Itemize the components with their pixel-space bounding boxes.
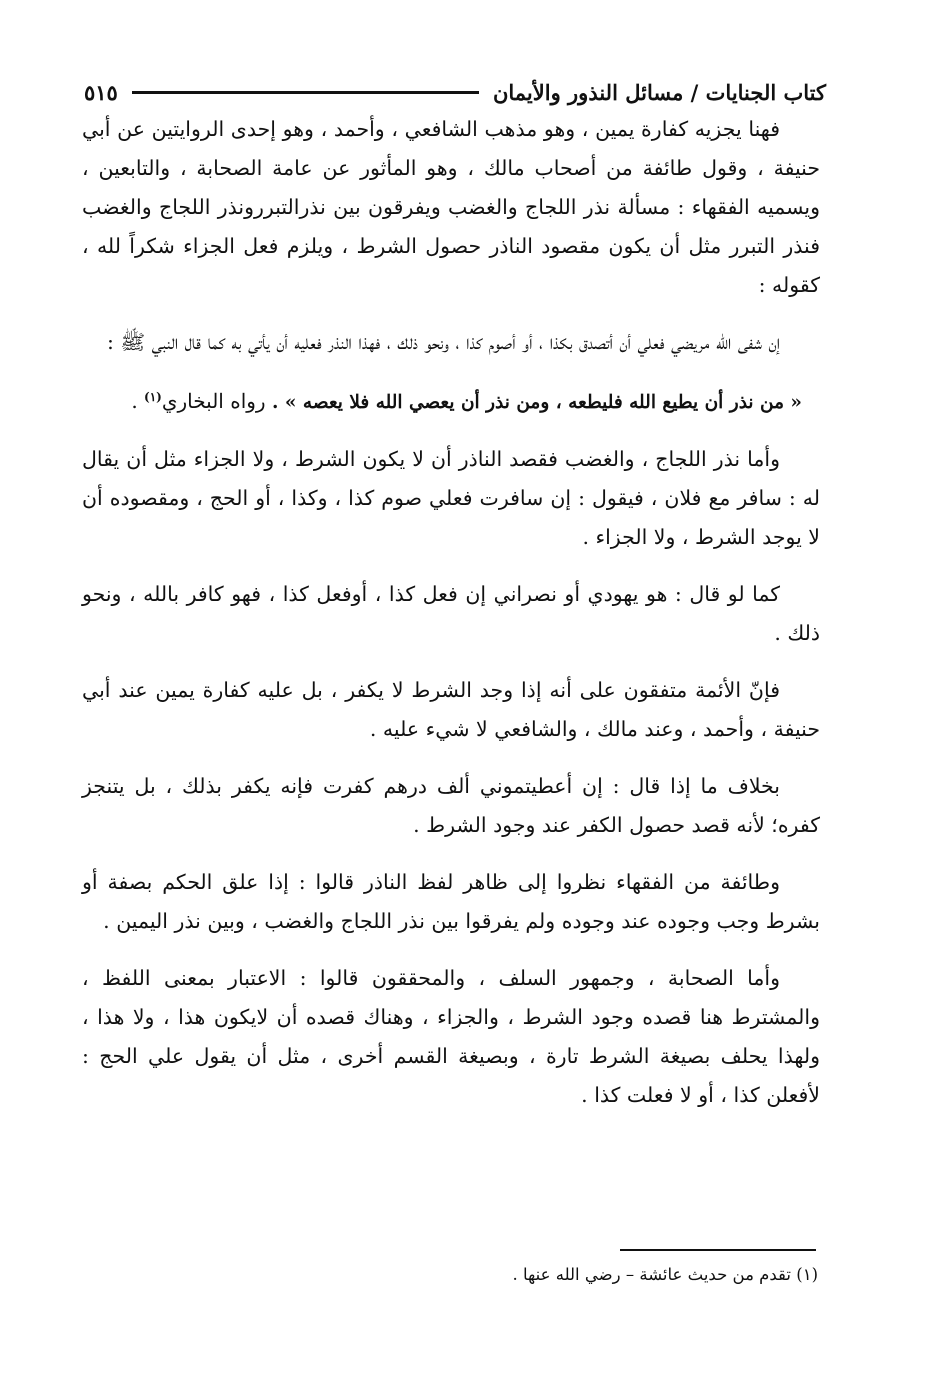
footnote-marker: (١) <box>144 389 162 404</box>
paragraph-4: كما لو قال : هو يهودي أو نصراني إن فعل كذا ، أوفعل كذا ، فهو كافر بالله ، ونحو ذلك . <box>82 582 820 645</box>
paragraph-3: وأما نذر اللجاج ، والغضب فقصد الناذر أن لا يكون الشرط ، ولا الجزاء مثل أن يقال له : سافر مع فلان ، فيقول : إن سافرت فعلي صوم كذا ، وكذا ، أو الحج ، ومقصوده أن لا يوجد الشرط ، ولا الجزاء . <box>82 447 820 549</box>
hadith-end: . <box>131 389 145 413</box>
hadith-source: رواه البخاري <box>161 389 266 413</box>
paragraph-6: بخلاف ما إذا قال : إن أعطيتموني ألف درهم كفرت فإنه يكفر بذلك ، بل يتنجز كفره؛ لأنه قصد حصول الكفر عند وجود الشرط . <box>82 774 820 837</box>
paragraph-2: إن شفى الله مريضي فعلي أن أتصدق بكذا ، أو أصوم كذا ، ونحو ذلك ، فهذا النذر فعليه أن يأتي به كما قال النبي ﷺ : <box>106 330 780 354</box>
footnote-rule <box>620 1249 816 1251</box>
hadith-quote <box>82 382 820 422</box>
paragraph-1: فهنا يجزيه كفارة يمين ، وهو مذهب الشافعي ، وأحمد ، وهو إحدى الروايتين عن أبي حنيفة ، وقول طائفة من أصحاب مالك ، وهو المأثور عن عامة الصحابة ، والتابعين ، ويسميه الفقهاء : مسألة نذر اللجاج والغضب ويفرقون بين نذرالتبررونذر اللجاج والغضب فنذر التبرر مثل أن يكون مقصود الناذر حصول الشرط ، ويلزم فعل الجزاء شكراً لله ، كقوله : <box>82 117 820 297</box>
header-rule <box>132 91 479 94</box>
hadith-text: « من نذر أن يطيع الله فليطعه ، ومن نذر أن يعصي الله فلا يعصه » . <box>272 392 802 413</box>
page-body <box>82 110 820 1115</box>
page-header <box>84 70 826 114</box>
paragraph-5: فإنّ الأئمة متفقون على أنه إذا وجد الشرط لا يكفر ، بل عليه كفارة يمين عند أبي حنيفة ، وأحمد ، وعند مالك ، والشافعي لا شيء عليه . <box>82 678 820 741</box>
page-number: ٥١٥ <box>84 79 118 105</box>
running-title: كتاب الجنايات / مسائل النذور والأيمان <box>492 79 826 105</box>
paragraph-7: وطائفة من الفقهاء نظروا إلى ظاهر لفظ الناذر قالوا : إذا علق الحكم بصفة أو بشرط وجب وجوده عند وجوده ولم يفرقوا بين نذر اللجاج والغضب ، وبين نذر اليمين . <box>82 870 820 933</box>
footnote: (١) تقدم من حديث عائشة – رضي الله عنها . <box>512 1265 818 1284</box>
paragraph-8: وأما الصحابة ، وجمهور السلف ، والمحققون قالوا : الاعتبار بمعنى اللفظ ، والمشترط هنا قصده وجود الشرط ، والجزاء ، وهناك قصده أن لايكون هذا ، ولا هذا ، ولهذا يحلف بصيغة الشرط تارة ، وبصيغة القسم أخرى ، مثل أن يقول علي الحج : لأفعلن كذا ، أو لا فعلت كذا . <box>82 966 820 1107</box>
